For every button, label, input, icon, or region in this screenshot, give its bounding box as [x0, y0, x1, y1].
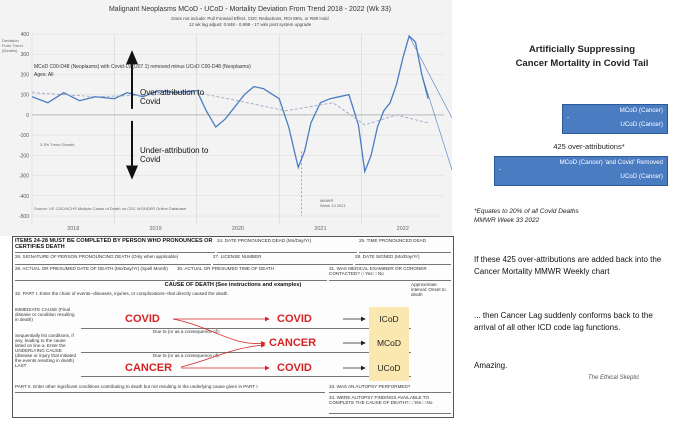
field-30: 30. ACTUAL OR PRESUMED TIME OF DEATH: [177, 266, 327, 281]
mid-covid: COVID: [277, 313, 312, 325]
trend-label: 3.3% Trend Growth: [40, 142, 75, 147]
footnote-line2: MMWR Week 33 2022: [474, 217, 540, 224]
y-tick-label: -300: [18, 173, 29, 180]
mmwr-label: MMWR Week 14 2021: [320, 198, 346, 208]
death-certificate-form: [12, 236, 454, 418]
due-to-1: Due to (or as a consequence of):: [153, 329, 220, 334]
immediate-cause-label: IMMEDIATE CAUSE (Final disease or condition resulting in death): [15, 307, 75, 322]
right-heading-line1: Artificially Suppressing: [528, 44, 636, 55]
chart-panel: [0, 0, 452, 236]
field-24: 24. DATE PRONOUNCED DEAD (Mo/Day/Yr): [217, 238, 357, 253]
x-tick-label: 2022: [396, 226, 409, 232]
y-tick-label: -400: [18, 193, 29, 200]
down-arrow-head: [126, 165, 138, 179]
chart-svg: [0, 0, 452, 236]
left-covid: COVID: [125, 313, 160, 325]
legend-series-1: MCoD C00-D48 (Neoplasms) with Covid-19 (U07.1) removed minus UCoD C00-D48 (Neoplasms): [34, 64, 251, 70]
x-tick-label: 2018: [67, 226, 80, 232]
y-tick-label: 200: [20, 72, 29, 79]
series-line-1: [32, 36, 428, 171]
part2: PART II. Enter other significant conditions contributing to death but not resulting in the underlying cause given in PART I: [15, 384, 325, 393]
right-panel: [452, 0, 682, 423]
field-33: 33. WAS AN AUTOPSY PERFORMED?: [329, 384, 451, 393]
mid-covid-2: COVID: [277, 362, 312, 374]
box2-line2: UCoD (Cancer): [620, 173, 663, 180]
field-29: 29. ACTUAL OR PRESUMED DATE OF DEATH (Mo/Day/Yr) (Spell Month): [15, 266, 175, 281]
field-31: 31. WAS MEDICAL EXAMINER OR CORONER CONTACTED? □ Yes □ No: [329, 266, 451, 281]
field-34: 34. WERE AUTOPSY FINDINGS AVAILABLE TO COMPLETE THE CAUSE OF DEATH? □ Yes □ No: [329, 395, 451, 414]
part1-instructions: 32. PART I. Enter the chain of events--diseases, injuries, or complications--that directly caused the death.: [15, 291, 229, 296]
cause-header: CAUSE OF DEATH (See instructions and examples): [164, 282, 302, 288]
x-tick-label: 2019: [149, 226, 162, 232]
source-note: Source: US CDC/NCHS Multiple Cause of Death on CDC WONDER Online Database: [34, 206, 187, 211]
interval-label: Approximate interval: Onset to death: [411, 282, 446, 296]
field-28: 28. DATE SIGNED (Mo/Day/Yr): [355, 254, 451, 265]
mid-cancer: CANCER: [269, 337, 317, 349]
chart-note-1: Does not include: Pull Forward Effect, CDC Redactions, ROI 89%, or R99 Hold: [171, 16, 329, 21]
signature: The Ethical Skeptic: [588, 375, 640, 381]
box2-line1: MCoD (Cancer) 'and Covid' Removed: [559, 159, 663, 166]
x-tick-label: 2020: [231, 226, 245, 232]
y-tick-label: -500: [18, 214, 29, 220]
y-tick-label: -200: [18, 153, 29, 160]
box2-minus: -: [499, 166, 502, 173]
chart-note-2: 12 wk lag adjust: 0.848 - 0.998 - 17 wks post system upgrade: [188, 22, 312, 27]
field-26: 26. SIGNATURE OF PERSON PRONOUNCING DEATH (Only when applicable): [15, 254, 211, 265]
form-header: ITEMS 24-28 MUST BE COMPLETED BY PERSON WHO PRONOUNCES OR CERTIFIES DEATH: [15, 238, 215, 253]
over-attribution-label: Over-attribution to Covid: [140, 88, 205, 106]
arrow-covid-cancer: [173, 319, 265, 344]
y-axis-label: Deviation From Trend (Deaths): [2, 38, 23, 53]
sequential-label: Sequentially list conditions, if any, leading to the cause listed on line a. Enter the UNDERLYING CAUSE (disease or injury that initiated the events resulting in death) LAST: [15, 333, 77, 368]
y-tick-label: 300: [20, 52, 29, 59]
right-heading-line2: Cancer Mortality in Covid Tail: [515, 58, 649, 69]
code-icod: ICoD: [379, 314, 399, 324]
field-25: 25. TIME PRONOUNCED DEAD: [359, 238, 451, 253]
paragraph-3: Amazing.: [474, 361, 508, 370]
y-tick-label: 100: [20, 92, 29, 99]
due-to-2: Due to (or as a consequence of):: [153, 353, 220, 358]
box1-line2: UCoD (Cancer): [620, 121, 663, 128]
connector-1: [409, 36, 452, 118]
up-arrow-head: [126, 50, 138, 64]
code-ucod: UCoD: [377, 363, 401, 373]
y-tick-label: 0: [26, 112, 29, 119]
chart-title: Malignant Neoplasms MCoD - UCoD - Mortality Deviation From Trend 2018 - 2022 (Wk 33): [108, 6, 392, 13]
over-attributions-label: 425 over-attributions*: [553, 142, 625, 151]
field-27: 27. LICENSE NUMBER: [213, 254, 353, 265]
box1-line1: MCoD (Cancer): [619, 107, 663, 114]
footnote-line1: *Equates to 20% of all Covid Deaths: [474, 208, 579, 215]
formula-box-1: [562, 104, 668, 134]
arrow-cancer-cancer: [181, 345, 265, 367]
paragraph-2: ... then Cancer Lag suddenly conforms back to the arrival of all other ICD code lag functions.: [474, 311, 653, 332]
formula-box-2: [494, 156, 668, 186]
paragraph-1: If these 425 over-attributions are added back into the Cancer Mortality MMWR Weekly chart: [474, 255, 662, 276]
under-attribution-label: Under-attribution to Covid: [140, 146, 209, 164]
y-tick-label: 400: [20, 32, 29, 38]
x-tick-label: 2021: [314, 226, 327, 232]
box1-minus: -: [567, 114, 570, 121]
left-cancer: CANCER: [125, 362, 173, 374]
code-mcod: MCoD: [376, 338, 402, 348]
ages-label: Ages: All: [34, 72, 54, 78]
y-tick-label: -100: [18, 133, 29, 140]
